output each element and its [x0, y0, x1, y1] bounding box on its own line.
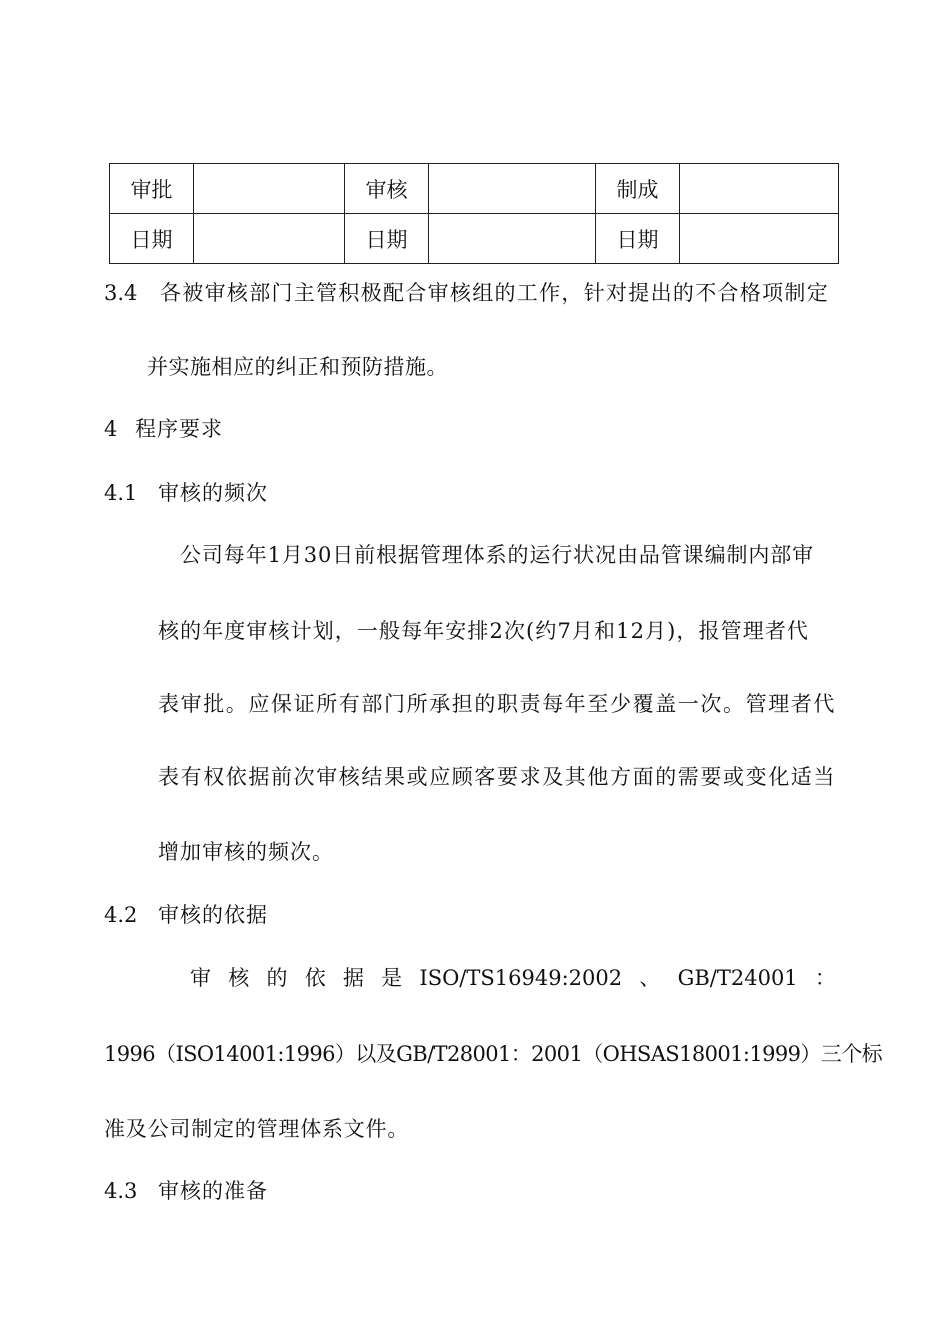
prepare-value — [680, 164, 839, 214]
date-row — [110, 214, 839, 264]
review-value — [429, 164, 596, 214]
section-3-4-line1: 各被审核部门主管积极配合审核组的工作，针对提出的不合格项制定 — [160, 281, 829, 305]
approval-table — [109, 163, 839, 264]
review-date-label: 日期 — [345, 214, 429, 264]
review-label: 审核 — [345, 164, 429, 214]
approve-label: 审批 — [110, 164, 194, 214]
basis-standard: ISO/TS16949:2002 — [419, 966, 623, 990]
section-4-title: 程序要求 — [135, 417, 223, 441]
approve-date-value — [194, 214, 345, 264]
basis-separator: 、 — [639, 966, 661, 990]
review-date-value — [429, 214, 596, 264]
section-4-2-line2: 1996（ISO14001:1996）以及GB/T28001：2001（OHSAS18001:1999）三个标 — [104, 1042, 882, 1066]
basis-standard: GB/T24001 — [677, 966, 798, 990]
section-4-2-number: 4.2 — [104, 903, 138, 927]
section-4-1-line4: 表有权依据前次审核结果或应顾客要求及其他方面的需要或变化适当 — [158, 765, 836, 789]
section-4-2-line1 — [190, 964, 836, 992]
section-4-2-line3: 准及公司制定的管理体系文件。 — [104, 1117, 410, 1141]
basis-word: 审 — [190, 966, 211, 990]
section-4-1-line2: 核的年度审核计划，一般每年安排2次(约7月和12月)，报管理者代 — [158, 619, 810, 643]
approve-value — [194, 164, 345, 214]
approval-row — [110, 164, 839, 214]
section-3-4-number: 3.4 — [104, 281, 138, 305]
basis-word: 的 — [266, 966, 288, 990]
prepare-date-label: 日期 — [596, 214, 680, 264]
section-4-1-line3: 表审批。应保证所有部门所承担的职责每年至少覆盖一次。管理者代 — [158, 692, 836, 716]
section-4-3-title: 审核的准备 — [158, 1179, 268, 1203]
section-4-1-number: 4.1 — [104, 481, 138, 505]
section-4-3-number: 4.3 — [104, 1179, 138, 1203]
section-4-number: 4 — [104, 417, 118, 441]
basis-word: 据 — [342, 966, 364, 990]
section-4-1-line1: 公司每年1月30日前根据管理体系的运行状况由品管课编制内部审 — [180, 543, 815, 567]
section-4-1-line5: 增加审核的频次。 — [158, 840, 334, 864]
basis-word: 核 — [228, 966, 250, 990]
section-3-4-line2: 并实施相应的纠正和预防措施。 — [147, 355, 448, 379]
basis-separator: ： — [814, 966, 836, 990]
section-4-1-title: 审核的频次 — [158, 481, 268, 505]
section-4-2-title: 审核的依据 — [158, 903, 268, 927]
basis-word: 是 — [381, 966, 403, 990]
basis-word: 依 — [304, 966, 326, 990]
approve-date-label: 日期 — [110, 214, 194, 264]
prepare-label: 制成 — [596, 164, 680, 214]
prepare-date-value — [680, 214, 839, 264]
